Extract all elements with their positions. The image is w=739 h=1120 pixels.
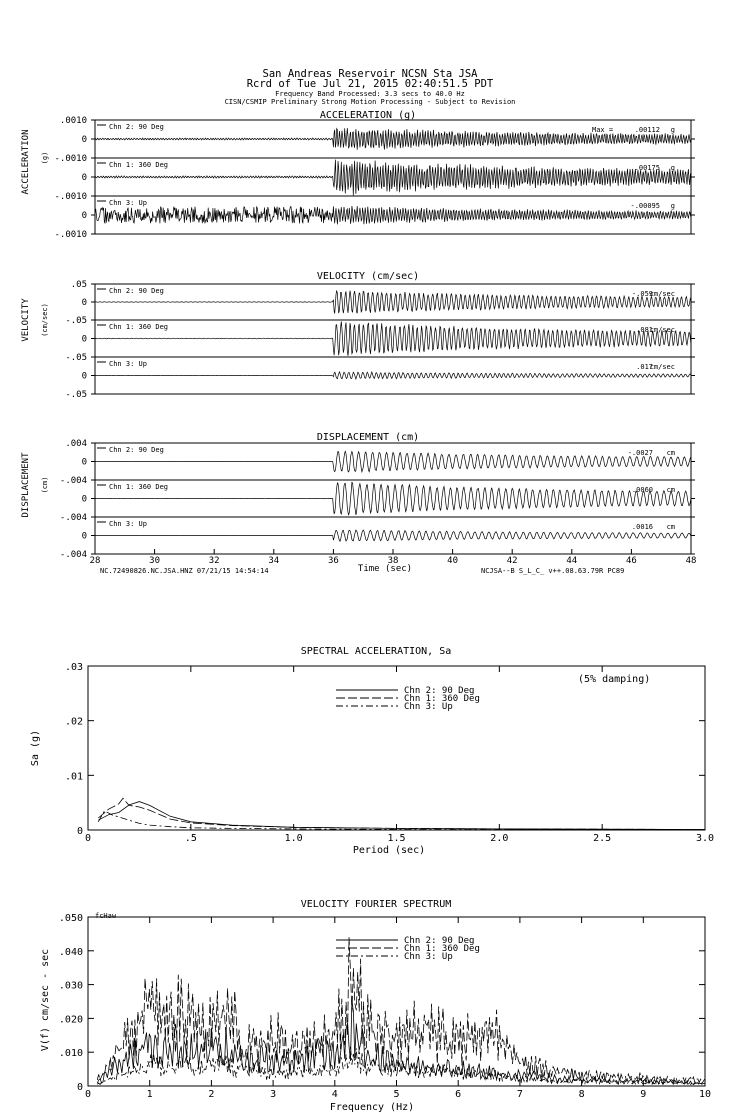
displacement-y-tick-label: 0: [81, 531, 87, 542]
velocity-y-tick-label: -.05: [65, 353, 87, 363]
velocity-unit-label: (cm/sec): [41, 303, 49, 337]
acceleration-axis-label: ACCELERATION: [21, 129, 31, 195]
acceleration-y-tick-label: 0: [81, 211, 87, 221]
acceleration-channel-name: Chn 1: 360 Deg: [109, 161, 169, 169]
vfs-legend-label: Chn 3: Up: [404, 952, 453, 962]
displacement-channel-unit: cm: [666, 449, 675, 457]
velocity-y-tick-label: 0: [81, 371, 87, 382]
sa-x-tick-label: .5: [184, 833, 197, 844]
vfs-title: VELOCITY FOURIER SPECTRUM: [300, 899, 452, 910]
acceleration-channel-max: .00175: [634, 164, 660, 172]
sa-series-1: [98, 802, 705, 830]
header-station: San Andreas Reservoir NCSN Sta JSA: [262, 68, 478, 80]
vfs-x-tick-label: 7: [516, 1089, 523, 1100]
acceleration-channel-name: Chn 2: 90 Deg: [109, 123, 164, 131]
acceleration-title: ACCELERATION (g): [319, 110, 417, 121]
acceleration-y-tick-label: -.0010: [54, 192, 87, 202]
sa-legend-label: Chn 3: Up: [404, 702, 453, 712]
sa-x-tick-label: 2.5: [593, 833, 612, 844]
vfs-corner-label: fcHaw: [95, 912, 117, 920]
velocity-y-tick-label: 0: [81, 298, 87, 308]
velocity-channel-max: -.059: [631, 290, 653, 298]
velocity-title: VELOCITY (cm/sec): [316, 271, 420, 282]
vfs-y-title: V(f) cm/sec - sec: [40, 948, 51, 1052]
time-axis-tick-label: 48: [685, 556, 697, 566]
vfs-x-tick-label: 0: [84, 1089, 92, 1100]
time-axis-title: Time (sec): [357, 564, 413, 574]
sa-x-tick-label: 3.0: [695, 833, 715, 844]
vfs-x-tick-label: 2: [208, 1089, 215, 1100]
vfs-series-1: [97, 1000, 705, 1084]
sa-legend-label: Chn 2: 90 Deg: [404, 686, 475, 696]
velocity-y-tick-label: -.05: [65, 390, 87, 400]
displacement-y-tick-label: .004: [65, 439, 87, 449]
acceleration-y-tick-label: 0: [81, 173, 87, 183]
vfs-x-tick-label: 6: [455, 1089, 462, 1100]
sa-y-tick-label: .02: [64, 716, 83, 728]
velocity-y-tick-label: .05: [70, 280, 87, 290]
sa-title: SPECTRAL ACCELERATION, Sa: [300, 646, 452, 657]
displacement-y-tick-label: -.004: [59, 513, 87, 523]
vfs-legend-label: Chn 2: 90 Deg: [404, 936, 475, 946]
vfs-y-tick-label: 0: [76, 1082, 83, 1093]
displacement-unit-label: (cm): [41, 476, 49, 494]
acceleration-channel-unit: g: [670, 202, 675, 210]
acceleration-channel-max: .00112: [634, 126, 660, 134]
header-record: Rcrd of Tue Jul 21, 2015 02:40:51.5 PDT: [246, 78, 494, 90]
velocity-y-tick-label: 0: [81, 334, 87, 345]
sa-frame: [88, 666, 705, 830]
velocity-channel-max: .081: [636, 326, 653, 334]
displacement-channel-max: .0060: [631, 486, 653, 494]
time-axis-tick-label: 44: [566, 556, 578, 566]
acceleration-y-tick-label: -.0010: [54, 230, 87, 240]
vfs-x-tick-label: 5: [393, 1089, 400, 1100]
acceleration-y-tick-label: -.0010: [54, 154, 87, 164]
acceleration-channel-unit: g: [670, 164, 675, 172]
displacement-channel-name: Chn 1: 360 Deg: [109, 483, 169, 491]
header-processing: CISN/CSMIP Preliminary Strong Motion Processing - Subject to Revision: [224, 98, 516, 106]
displacement-waveform: [95, 451, 691, 472]
displacement-axis-label: DISPLACEMENT: [21, 452, 31, 518]
vfs-legend-label: Chn 1: 360 Deg: [404, 944, 480, 954]
velocity-y-tick-label: -.05: [65, 316, 87, 326]
displacement-y-tick-label: -.004: [59, 550, 87, 560]
acceleration-unit-label: (g): [41, 151, 49, 165]
sa-y-tick-label: 0: [76, 826, 83, 837]
time-axis-tick-label: 30: [149, 556, 161, 566]
displacement-channel-max: -.0027: [627, 449, 653, 457]
velocity-channel-unit: cm/sec: [649, 290, 675, 298]
time-axis-tick-label: 40: [447, 556, 459, 566]
displacement-channel-unit: cm: [666, 523, 675, 531]
sa-series-3: [98, 811, 705, 830]
displacement-waveform: [95, 482, 691, 515]
velocity-channel-unit: cm/sec: [649, 326, 675, 334]
velocity-channel-name: Chn 1: 360 Deg: [109, 323, 169, 331]
acceleration-channel-max: -.00095: [630, 202, 660, 210]
footer-event-id: NC.72490826.NC.JSA.HNZ 07/21/15 14:54:14: [100, 567, 269, 575]
velocity-channel-unit: cm/sec: [649, 363, 675, 371]
velocity-axis-label: VELOCITY: [21, 298, 31, 342]
vfs-x-tick-label: 10: [698, 1089, 712, 1100]
vfs-series-2: [97, 937, 705, 1083]
displacement-y-tick-label: 0: [81, 494, 87, 505]
vfs-x-tick-label: 1: [146, 1089, 153, 1100]
vfs-x-tick-label: 3: [270, 1089, 277, 1100]
acceleration-channel-unit: g: [670, 126, 675, 134]
vfs-x-title: Frequency (Hz): [329, 1102, 415, 1113]
sa-y-title: Sa (g): [30, 729, 41, 767]
velocity-channel-name: Chn 2: 90 Deg: [109, 287, 164, 295]
displacement-title: DISPLACEMENT (cm): [316, 432, 420, 443]
sa-x-tick-label: 1.0: [284, 833, 303, 844]
time-axis-tick-label: 46: [625, 556, 637, 566]
time-axis-tick-label: 32: [208, 556, 220, 566]
displacement-channel-max: .0016: [631, 523, 653, 531]
footer-version: NCJSA--B S_L_C_ v++.08.63.79R PC89: [481, 567, 625, 575]
vfs-y-tick-label: .010: [58, 1048, 83, 1060]
displacement-channel-name: Chn 2: 90 Deg: [109, 446, 164, 454]
vfs-y-tick-label: .020: [58, 1014, 83, 1026]
acceleration-y-tick-label: .0010: [59, 116, 87, 126]
acceleration-channel-name: Chn 3: Up: [109, 199, 147, 207]
header-band: Frequency Band Processed: 3.3 secs to 40.0 Hz: [275, 90, 465, 98]
velocity-waveform: [95, 372, 691, 379]
sa-x-tick-label: 1.5: [387, 833, 406, 844]
time-axis-tick-label: 34: [268, 556, 280, 566]
time-axis-tick-label: 36: [327, 556, 339, 566]
sa-damping-note: (5% damping): [578, 674, 651, 685]
sa-x-tick-label: 2.0: [490, 833, 509, 844]
vfs-y-tick-label: .040: [58, 946, 83, 958]
sa-x-tick-label: 0: [84, 833, 92, 844]
time-axis-tick-label: 28: [89, 556, 101, 566]
time-axis-tick-label: 42: [506, 556, 518, 566]
acceleration-max-prefix: Max =: [592, 126, 614, 134]
displacement-y-tick-label: 0: [81, 457, 87, 468]
vfs-x-tick-label: 8: [578, 1089, 585, 1100]
vfs-y-tick-label: .030: [58, 980, 83, 992]
acceleration-waveform: [95, 160, 691, 196]
sa-y-tick-label: .03: [64, 662, 83, 673]
velocity-channel-max: .017: [636, 363, 653, 371]
displacement-waveform: [95, 530, 691, 541]
vfs-x-tick-label: 9: [640, 1089, 647, 1100]
displacement-channel-unit: cm: [666, 486, 675, 494]
vfs-y-tick-label: .050: [58, 913, 83, 924]
sa-legend-label: Chn 1: 360 Deg: [404, 694, 480, 704]
sa-y-tick-label: .01: [64, 771, 83, 783]
acceleration-waveform: [95, 206, 691, 224]
velocity-waveform: [95, 290, 691, 313]
sa-series-2: [98, 798, 705, 829]
sa-x-title: Period (sec): [352, 845, 426, 856]
displacement-channel-name: Chn 3: Up: [109, 520, 147, 528]
velocity-channel-name: Chn 3: Up: [109, 360, 147, 368]
displacement-y-tick-label: -.004: [59, 476, 87, 486]
time-axis-tick-label: 38: [387, 556, 399, 566]
vfs-x-tick-label: 4: [331, 1089, 338, 1100]
acceleration-y-tick-label: 0: [81, 135, 87, 145]
velocity-waveform: [95, 321, 691, 355]
